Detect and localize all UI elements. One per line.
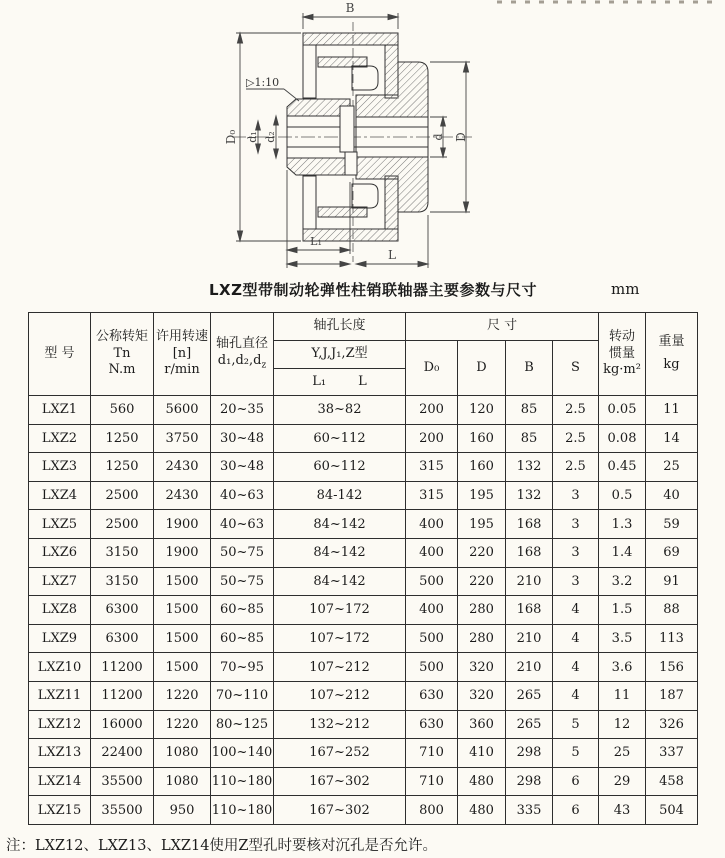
- value-cell: 710: [406, 739, 458, 768]
- value-cell: 410: [458, 739, 506, 768]
- value-cell: 88: [646, 596, 698, 625]
- value-cell: 84~142: [274, 538, 406, 567]
- value-cell: 298: [506, 767, 553, 796]
- value-cell: 1250: [91, 453, 154, 482]
- dim-label-B: B: [345, 1, 355, 15]
- value-cell: 500: [406, 624, 458, 653]
- value-cell: 60~112: [274, 424, 406, 453]
- value-cell: 84-142: [274, 481, 406, 510]
- value-cell: 500: [406, 653, 458, 682]
- value-cell: 1.4: [599, 538, 646, 567]
- parameter-table: [28, 312, 698, 825]
- value-cell: 113: [646, 624, 698, 653]
- table-row: [29, 538, 698, 567]
- value-cell: 950: [154, 796, 211, 825]
- value-cell: 3: [553, 538, 599, 567]
- model-cell: LXZ15: [29, 796, 91, 825]
- value-cell: 100~140: [211, 739, 274, 768]
- value-cell: 195: [458, 510, 506, 539]
- dim-label-L: L: [388, 248, 396, 262]
- value-cell: 35500: [91, 796, 154, 825]
- value-cell: 1500: [154, 653, 211, 682]
- value-cell: 30~48: [211, 424, 274, 453]
- value-cell: 3.5: [599, 624, 646, 653]
- value-cell: 5: [553, 739, 599, 768]
- value-cell: 160: [458, 453, 506, 482]
- value-cell: 35500: [91, 767, 154, 796]
- value-cell: 50~75: [211, 567, 274, 596]
- model-cell: LXZ6: [29, 538, 91, 567]
- value-cell: 195: [458, 481, 506, 510]
- header-torque: 公称转矩Tn N.m: [91, 313, 154, 396]
- value-cell: 84~142: [274, 567, 406, 596]
- value-cell: 210: [506, 624, 553, 653]
- dimension-L1: [287, 170, 350, 268]
- dim-label-D: D: [454, 132, 468, 142]
- value-cell: 6300: [91, 624, 154, 653]
- value-cell: 326: [646, 710, 698, 739]
- value-cell: 210: [506, 653, 553, 682]
- value-cell: 6: [553, 767, 599, 796]
- table-row: [29, 624, 698, 653]
- value-cell: 3150: [91, 567, 154, 596]
- value-cell: 400: [406, 510, 458, 539]
- value-cell: 107~212: [274, 681, 406, 710]
- value-cell: 335: [506, 796, 553, 825]
- header-L: L: [358, 373, 367, 389]
- table-body: [29, 396, 698, 825]
- value-cell: 0.08: [599, 424, 646, 453]
- value-cell: 1080: [154, 739, 211, 768]
- dimension-d1: [246, 121, 260, 153]
- value-cell: 2500: [91, 510, 154, 539]
- value-cell: 3150: [91, 538, 154, 567]
- value-cell: 5: [553, 710, 599, 739]
- value-cell: 320: [458, 653, 506, 682]
- value-cell: 360: [458, 710, 506, 739]
- value-cell: 107~172: [274, 596, 406, 625]
- table-row: [29, 567, 698, 596]
- value-cell: 107~212: [274, 653, 406, 682]
- value-cell: 210: [506, 567, 553, 596]
- value-cell: 2.5: [553, 453, 599, 482]
- value-cell: 3: [553, 481, 599, 510]
- model-cell: LXZ3: [29, 453, 91, 482]
- value-cell: 630: [406, 710, 458, 739]
- value-cell: 110~180: [211, 767, 274, 796]
- header-dimensions-group: 尺 寸: [406, 313, 599, 341]
- value-cell: 710: [406, 767, 458, 796]
- value-cell: 132: [506, 481, 553, 510]
- header-bore-length: 轴孔长度: [274, 313, 406, 341]
- value-cell: 2.5: [553, 424, 599, 453]
- value-cell: 220: [458, 567, 506, 596]
- value-cell: 4: [553, 596, 599, 625]
- header-bore-diameter: 轴孔直径 $d_1,d_2,d_z$: [211, 313, 274, 396]
- value-cell: 60~85: [211, 596, 274, 625]
- value-cell: 800: [406, 796, 458, 825]
- value-cell: 84~142: [274, 510, 406, 539]
- value-cell: 85: [506, 424, 553, 453]
- value-cell: 3.2: [599, 567, 646, 596]
- value-cell: 400: [406, 538, 458, 567]
- value-cell: 6300: [91, 596, 154, 625]
- model-cell: LXZ2: [29, 424, 91, 453]
- value-cell: 11200: [91, 681, 154, 710]
- value-cell: 3.6: [599, 653, 646, 682]
- value-cell: 280: [458, 596, 506, 625]
- dim-label-D0: D₀: [224, 129, 238, 145]
- value-cell: 168: [506, 538, 553, 567]
- value-cell: 29: [599, 767, 646, 796]
- value-cell: 0.45: [599, 453, 646, 482]
- value-cell: 20~35: [211, 396, 274, 425]
- value-cell: 1220: [154, 710, 211, 739]
- value-cell: 167~252: [274, 739, 406, 768]
- dim-label-d1: d₁: [246, 131, 259, 143]
- value-cell: 200: [406, 424, 458, 453]
- value-cell: 1500: [154, 624, 211, 653]
- model-cell: LXZ7: [29, 567, 91, 596]
- value-cell: 50~75: [211, 538, 274, 567]
- header-inertia: 转动 惯量 kg·m²: [599, 313, 646, 396]
- value-cell: 458: [646, 767, 698, 796]
- value-cell: 265: [506, 710, 553, 739]
- value-cell: 22400: [91, 739, 154, 768]
- value-cell: 3750: [154, 424, 211, 453]
- value-cell: 25: [646, 453, 698, 482]
- value-cell: 1.3: [599, 510, 646, 539]
- value-cell: 110~180: [211, 796, 274, 825]
- value-cell: 156: [646, 653, 698, 682]
- value-cell: 69: [646, 538, 698, 567]
- header-model: 型 号: [29, 313, 91, 396]
- model-cell: LXZ11: [29, 681, 91, 710]
- value-cell: 107~172: [274, 624, 406, 653]
- value-cell: 1900: [154, 538, 211, 567]
- dimension-d2: [264, 116, 278, 158]
- value-cell: 70~95: [211, 653, 274, 682]
- value-cell: 30~48: [211, 453, 274, 482]
- title-row: [0, 279, 725, 299]
- value-cell: 14: [646, 424, 698, 453]
- value-cell: 0.05: [599, 396, 646, 425]
- header-L1-L: [274, 369, 406, 396]
- value-cell: 480: [458, 767, 506, 796]
- value-cell: 0.5: [599, 481, 646, 510]
- value-cell: 60~85: [211, 624, 274, 653]
- value-cell: 168: [506, 596, 553, 625]
- dimension-d: [430, 117, 447, 157]
- value-cell: 1080: [154, 767, 211, 796]
- table-row: [29, 710, 698, 739]
- value-cell: 167~302: [274, 796, 406, 825]
- table-row: [29, 424, 698, 453]
- header-S: S: [553, 341, 599, 396]
- model-cell: LXZ8: [29, 596, 91, 625]
- value-cell: 1500: [154, 596, 211, 625]
- value-cell: 38~82: [274, 396, 406, 425]
- footnote: 注：LXZ12、LXZ13、LXZ14使用Z型孔时要核对沉孔是否允许。: [6, 838, 438, 854]
- value-cell: 504: [646, 796, 698, 825]
- coupling-section-drawing: [0, 0, 725, 276]
- value-cell: 6: [553, 796, 599, 825]
- header-weight: 重量 kg: [646, 313, 698, 396]
- value-cell: 16000: [91, 710, 154, 739]
- value-cell: 630: [406, 681, 458, 710]
- value-cell: 60~112: [274, 453, 406, 482]
- value-cell: 40: [646, 481, 698, 510]
- taper-label: ▷1:10: [246, 76, 280, 89]
- value-cell: 4: [553, 624, 599, 653]
- value-cell: 560: [91, 396, 154, 425]
- header-D0: D₀: [406, 341, 458, 396]
- value-cell: 337: [646, 739, 698, 768]
- table-row: [29, 681, 698, 710]
- value-cell: 12: [599, 710, 646, 739]
- table-row: [29, 767, 698, 796]
- value-cell: 1500: [154, 567, 211, 596]
- table-row: [29, 796, 698, 825]
- value-cell: 220: [458, 538, 506, 567]
- unit-label: mm: [611, 280, 640, 298]
- value-cell: 265: [506, 681, 553, 710]
- value-cell: 500: [406, 567, 458, 596]
- value-cell: 400: [406, 596, 458, 625]
- value-cell: 1220: [154, 681, 211, 710]
- header-bore-length-types: Y,J,J₁,Z型: [274, 341, 406, 369]
- value-cell: 2430: [154, 481, 211, 510]
- dim-label-L1: L₁: [310, 235, 322, 248]
- value-cell: 132: [506, 453, 553, 482]
- value-cell: 315: [406, 481, 458, 510]
- model-cell: LXZ10: [29, 653, 91, 682]
- value-cell: 160: [458, 424, 506, 453]
- model-cell: LXZ14: [29, 767, 91, 796]
- value-cell: 40~63: [211, 481, 274, 510]
- value-cell: 167~302: [274, 767, 406, 796]
- table-row: [29, 510, 698, 539]
- table-header: [29, 313, 698, 396]
- dim-label-d: d: [432, 133, 445, 141]
- page-title: LXZ型带制动轮弹性柱销联轴器主要参数与尺寸: [209, 281, 538, 299]
- value-cell: 315: [406, 453, 458, 482]
- value-cell: 187: [646, 681, 698, 710]
- value-cell: 40~63: [211, 510, 274, 539]
- value-cell: 298: [506, 739, 553, 768]
- value-cell: 480: [458, 796, 506, 825]
- header-speed: 许用转速 [n] r/min: [154, 313, 211, 396]
- model-cell: LXZ1: [29, 396, 91, 425]
- value-cell: 25: [599, 739, 646, 768]
- value-cell: 2.5: [553, 396, 599, 425]
- value-cell: 3: [553, 567, 599, 596]
- dim-label-d2: d₂: [264, 131, 277, 143]
- value-cell: 43: [599, 796, 646, 825]
- value-cell: 132~212: [274, 710, 406, 739]
- value-cell: 120: [458, 396, 506, 425]
- value-cell: 2500: [91, 481, 154, 510]
- model-cell: LXZ4: [29, 481, 91, 510]
- header-B: B: [506, 341, 553, 396]
- value-cell: 4: [553, 653, 599, 682]
- value-cell: 70~110: [211, 681, 274, 710]
- table-row: [29, 596, 698, 625]
- value-cell: 5600: [154, 396, 211, 425]
- value-cell: 1900: [154, 510, 211, 539]
- header-D: D: [458, 341, 506, 396]
- header-L1: L₁: [312, 373, 327, 389]
- value-cell: 11: [646, 396, 698, 425]
- model-cell: LXZ5: [29, 510, 91, 539]
- taper-annotation: [246, 76, 299, 101]
- value-cell: 2430: [154, 453, 211, 482]
- dimension-B: [303, 1, 398, 29]
- value-cell: 200: [406, 396, 458, 425]
- value-cell: 4: [553, 681, 599, 710]
- value-cell: 3: [553, 510, 599, 539]
- model-cell: LXZ13: [29, 739, 91, 768]
- value-cell: 280: [458, 624, 506, 653]
- value-cell: 80~125: [211, 710, 274, 739]
- value-cell: 320: [458, 681, 506, 710]
- value-cell: 168: [506, 510, 553, 539]
- table-row: [29, 396, 698, 425]
- value-cell: 85: [506, 396, 553, 425]
- table-row: [29, 481, 698, 510]
- table-row: [29, 739, 698, 768]
- table-row: [29, 653, 698, 682]
- value-cell: 91: [646, 567, 698, 596]
- table-row: [29, 453, 698, 482]
- value-cell: 11: [599, 681, 646, 710]
- value-cell: 11200: [91, 653, 154, 682]
- value-cell: 59: [646, 510, 698, 539]
- value-cell: 1250: [91, 424, 154, 453]
- model-cell: LXZ12: [29, 710, 91, 739]
- model-cell: LXZ9: [29, 624, 91, 653]
- value-cell: 1.5: [599, 596, 646, 625]
